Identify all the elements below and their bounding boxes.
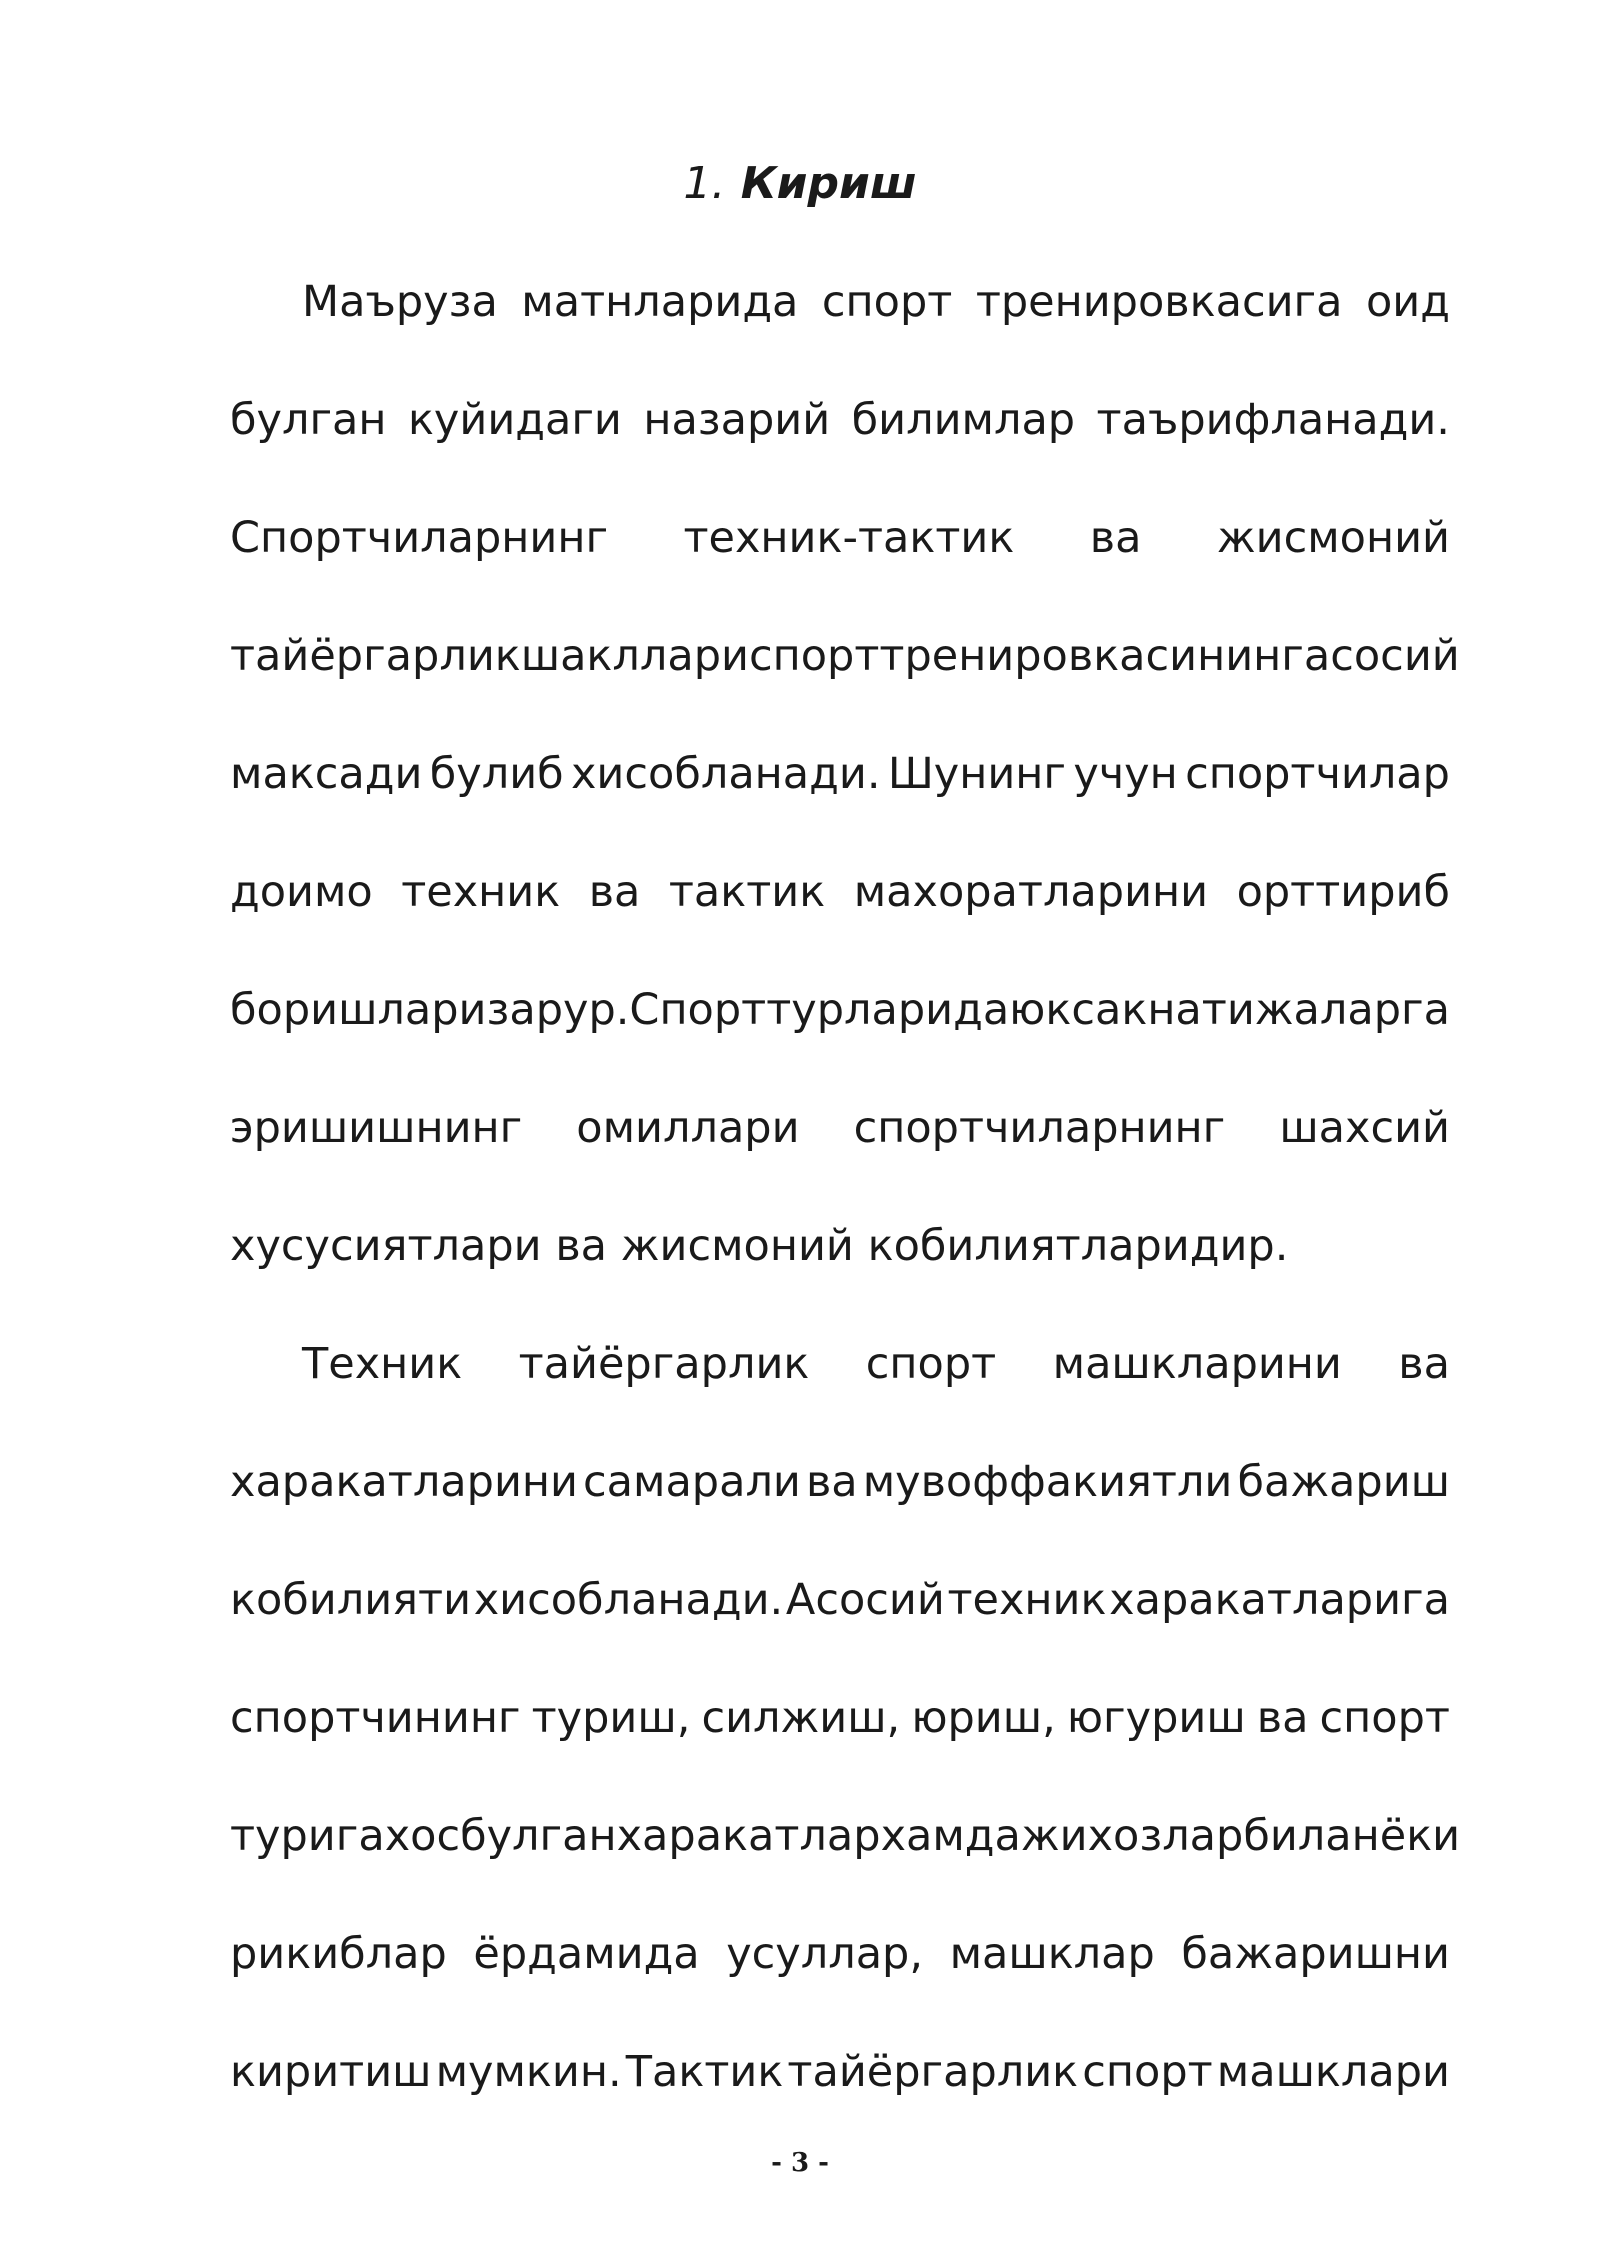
word: мувоффакиятли	[862, 1457, 1233, 1507]
word: силжиш,	[701, 1693, 901, 1743]
word: спорт	[865, 1339, 997, 1389]
text-line	[230, 1799, 1461, 1917]
word: харакатлар	[616, 1811, 881, 1861]
word: зарур.	[486, 985, 630, 1035]
text-line	[230, 383, 1450, 501]
word: тайёргарлик	[230, 631, 521, 681]
word: тренировкасининг	[879, 631, 1304, 681]
section-heading	[0, 150, 1600, 218]
word: ёки	[1379, 1811, 1461, 1861]
word: бажаришни	[1181, 1929, 1450, 1979]
word: учун	[1073, 749, 1178, 799]
word: боришлари	[230, 985, 487, 1035]
word: спорт	[1082, 2047, 1213, 2097]
word: булган	[460, 1811, 617, 1861]
word: самарали	[583, 1457, 801, 1507]
word: усуллар,	[726, 1929, 924, 1979]
body-text	[230, 265, 1461, 2153]
word: турига	[230, 1811, 385, 1861]
word: жисмоний	[620, 1221, 854, 1271]
word: спортчининг	[230, 1693, 521, 1743]
word: назарий	[643, 395, 831, 445]
word: Маъруза	[302, 277, 498, 327]
word: спортчилар	[1185, 749, 1450, 799]
text-line	[230, 2035, 1450, 2153]
word: ва	[588, 867, 641, 917]
word: Асосий	[785, 1575, 945, 1625]
word: булиб	[429, 749, 564, 799]
word: жихозлар	[1020, 1811, 1244, 1861]
word: доимо	[230, 867, 373, 917]
word: ва	[555, 1221, 608, 1271]
word: кобилияти	[230, 1575, 472, 1625]
word: машклар	[949, 1929, 1155, 1979]
word: хисобланади.	[473, 1575, 784, 1625]
word: машкларини	[1052, 1339, 1342, 1389]
text-line	[230, 1563, 1450, 1681]
word: Техник	[302, 1339, 463, 1389]
word: хусусиятлари	[230, 1221, 542, 1271]
word: Шунинг	[887, 749, 1067, 799]
word: техник	[947, 1575, 1107, 1625]
word: жисмоний	[1216, 513, 1450, 563]
word: матнларида	[521, 277, 799, 327]
word: шахсий	[1279, 1103, 1450, 1153]
section-title: Кириш	[740, 158, 917, 209]
word: Тактик	[625, 2047, 784, 2097]
text-line	[230, 1917, 1450, 2035]
word: харакатларини	[230, 1457, 578, 1507]
word: тайёргарлик	[518, 1339, 810, 1389]
word: билан	[1243, 1811, 1380, 1861]
word: кобилиятларидир.	[867, 1221, 1289, 1271]
word: ва	[805, 1457, 858, 1507]
word: тайёргарлик	[787, 2047, 1079, 2097]
word: Спорт	[629, 985, 767, 1035]
word: машклари	[1216, 2047, 1450, 2097]
word: булган	[230, 395, 387, 445]
word: махоратларини	[853, 867, 1209, 917]
word: бажариш	[1237, 1457, 1450, 1507]
word: хамда	[880, 1811, 1021, 1861]
word: Спортчиларнинг	[230, 513, 609, 563]
text-line	[230, 1209, 1450, 1327]
word: рикиблар	[230, 1929, 447, 1979]
word: спортчиларнинг	[853, 1103, 1226, 1153]
text-line	[230, 855, 1450, 973]
text-line	[230, 1681, 1450, 1799]
text-line	[230, 619, 1460, 737]
text-line	[230, 501, 1450, 619]
word: тренировкасига	[975, 277, 1343, 327]
word: туриш,	[531, 1693, 691, 1743]
word: оид	[1365, 277, 1450, 327]
word: омиллари	[576, 1103, 800, 1153]
word: турларида	[766, 985, 1010, 1035]
word: ва	[1398, 1339, 1450, 1389]
section-number: 1.	[683, 158, 726, 209]
word: таърифланади.	[1096, 395, 1450, 445]
word: техник	[401, 867, 561, 917]
text-line	[230, 1327, 1450, 1445]
text-line	[230, 265, 1450, 383]
word: хос	[384, 1811, 461, 1861]
word: юриш,	[911, 1693, 1056, 1743]
word: билимлар	[851, 395, 1076, 445]
word: ва	[1256, 1693, 1309, 1743]
word: техник-тактик	[683, 513, 1015, 563]
word: натижаларга	[1147, 985, 1450, 1035]
word: ёрдамида	[473, 1929, 700, 1979]
page-number: - 3 -	[771, 2148, 829, 2178]
word: спорт	[748, 631, 880, 681]
word: орттириб	[1236, 867, 1450, 917]
word: югуриш	[1066, 1693, 1246, 1743]
word: харакатларига	[1109, 1575, 1450, 1625]
text-line	[230, 1091, 1450, 1209]
word: максади	[230, 749, 423, 799]
word: эришишнинг	[230, 1103, 523, 1153]
word: киритиш	[230, 2047, 432, 2097]
word: ва	[1089, 513, 1142, 563]
word: спорт	[1319, 1693, 1450, 1743]
word: тактик	[668, 867, 826, 917]
word: хисобланади.	[570, 749, 881, 799]
word: мумкин.	[435, 2047, 622, 2097]
text-line	[230, 973, 1450, 1091]
word: шакллари	[520, 631, 749, 681]
text-line	[230, 737, 1450, 855]
word: асосий	[1303, 631, 1460, 681]
text-line	[230, 1445, 1450, 1563]
word: юксак	[1009, 985, 1148, 1035]
word: спорт	[821, 277, 953, 327]
word: куйидаги	[407, 395, 622, 445]
